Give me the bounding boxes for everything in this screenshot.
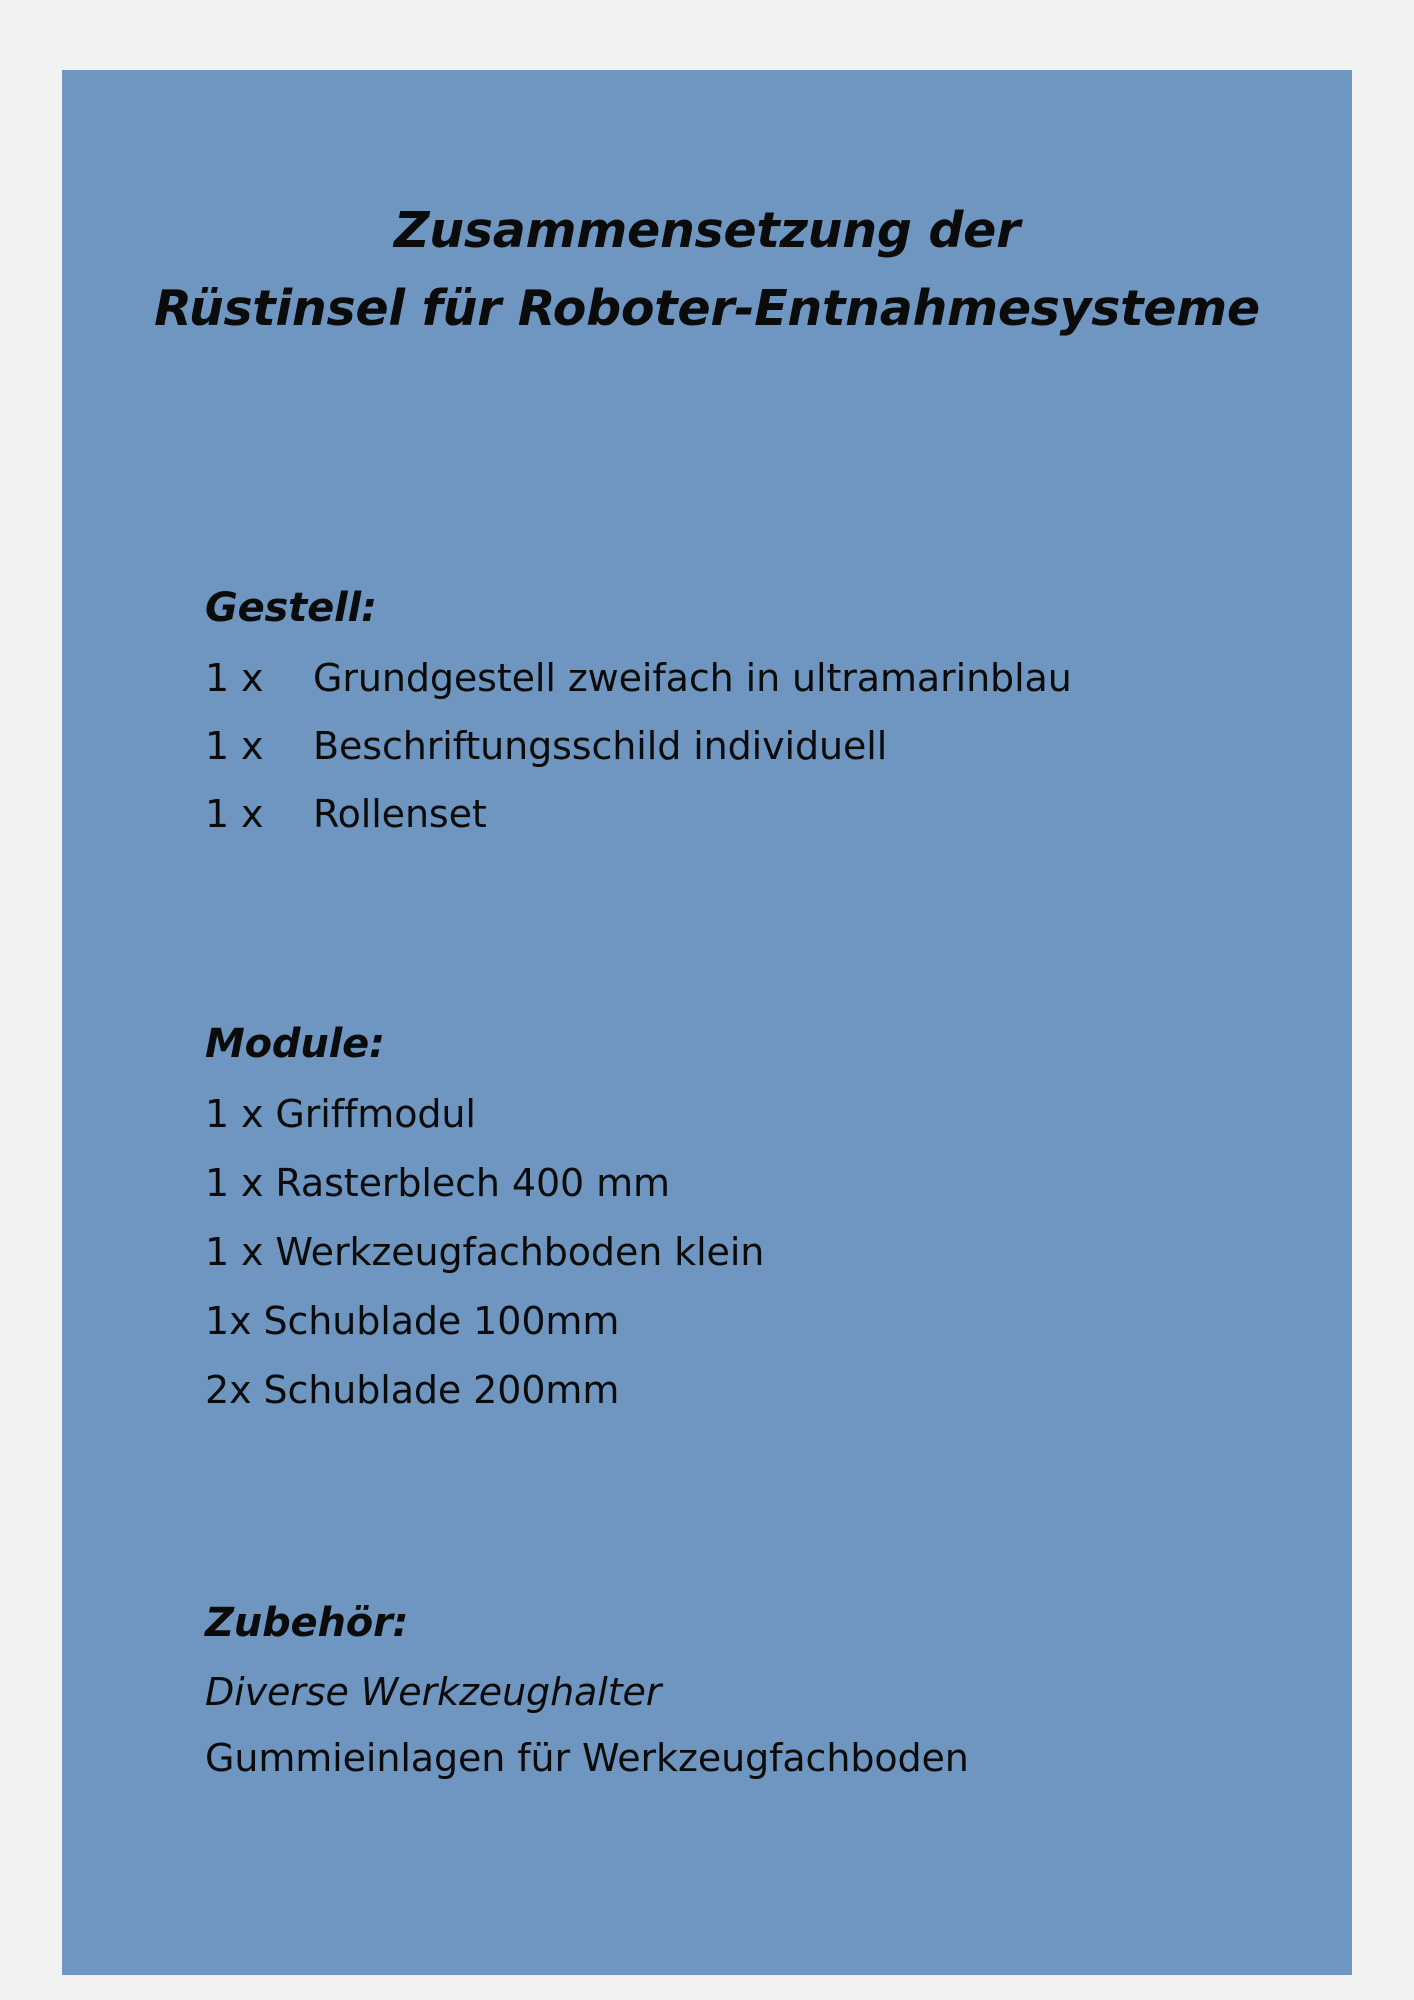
list-item: 2x Schublade 200mm <box>205 1368 620 1412</box>
list-item-quantity: 1 x <box>205 724 264 768</box>
list-item: 1 x Werkzeugfachboden klein <box>205 1230 765 1274</box>
list-item-label: Grundgestell zweifach in ultramarinblau <box>313 656 1072 700</box>
list-item-label: Rollenset <box>313 792 487 836</box>
section-heading-zubehoer: Zubehör: <box>205 1600 409 1646</box>
list-item: Diverse Werkzeughalter <box>205 1670 662 1714</box>
sections-container <box>205 580 1305 1791</box>
list-item <box>205 780 1305 848</box>
section-zubehoer <box>205 1595 1305 1791</box>
page-title-line-2: Rüstinsel für Roboter-Entnahmesysteme <box>154 280 1260 337</box>
section-heading-module: Module: <box>205 1021 385 1067</box>
list-item-quantity: 1 x <box>205 656 264 700</box>
section-spacer <box>205 848 1305 1016</box>
list-item: 1 x Griffmodul <box>205 1092 476 1136</box>
list-item: 1 x Rasterblech 400 mm <box>205 1161 670 1205</box>
list-item: 1x Schublade 100mm <box>205 1299 620 1343</box>
section-spacer <box>205 1425 1305 1595</box>
section-gestell <box>205 580 1305 848</box>
page-title-line-1: Zusammensetzung der <box>394 202 1020 259</box>
section-heading-gestell: Gestell: <box>205 585 377 631</box>
list-gestell <box>205 644 1305 848</box>
page-title <box>62 192 1352 348</box>
list-item <box>205 712 1305 780</box>
section-module <box>205 1016 1305 1425</box>
content-panel <box>62 70 1352 1975</box>
list-item: Gummieinlagen für Werkzeugfachboden <box>205 1736 969 1780</box>
list-item <box>205 644 1305 712</box>
list-item-quantity: 1 x <box>205 792 264 836</box>
list-zubehoer <box>205 1659 1305 1791</box>
list-module <box>205 1080 1305 1425</box>
list-item-label: Beschriftungsschild individuell <box>313 724 888 768</box>
